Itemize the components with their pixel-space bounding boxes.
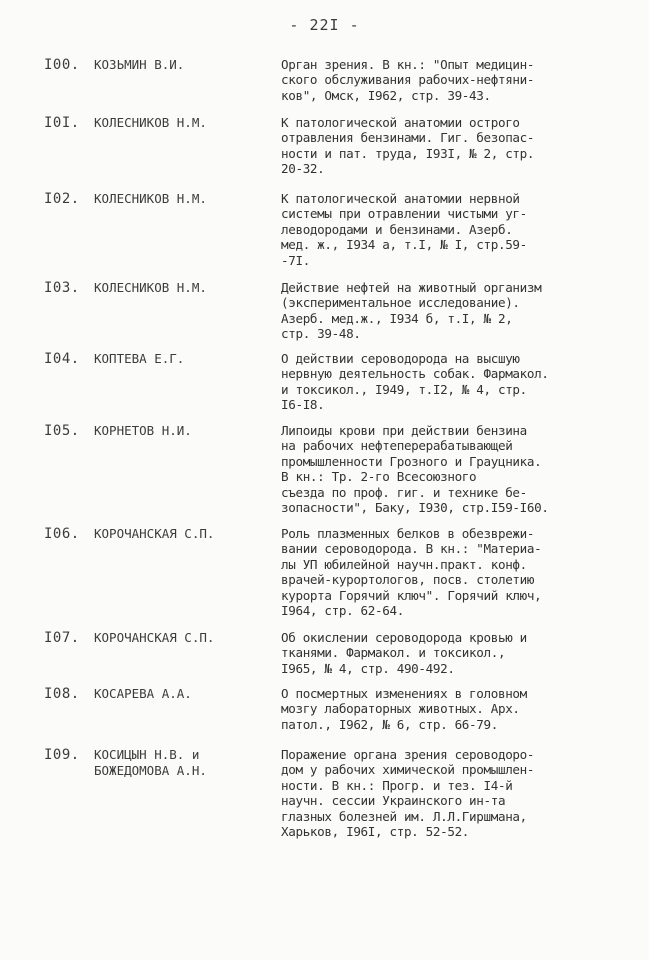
entry-number: I02.	[44, 191, 80, 207]
entry-citation: Действие нефтей на животный организм (экспериментальное исследование). Азерб. мед.ж., I934 б, т.I, № 2, стр. 39-48.	[281, 280, 542, 342]
entry-citation: Роль плазменных белков в обезврежи- вании сероводорода. В кн.: "Материа- лы УП юбилейной научн.практ. конф. врачей-курортологов, посв. столетию курорта Горячий ключ". Горячий ключ, I964, стр. 62-64.	[281, 526, 542, 619]
entry-author: КОЛЕСНИКОВ Н.М.	[94, 280, 207, 295]
entry-author: КОПТЕВА Е.Г.	[94, 351, 185, 366]
entry-author: КОСАРЕВА А.А.	[94, 686, 192, 701]
entry-number: I08.	[44, 686, 80, 702]
entry-number: I09.	[44, 747, 80, 763]
entry-number: I03.	[44, 280, 80, 296]
entry-citation: К патологической анатомии нервной системы при отравлении чистыми уг- леводородами и бензинами. Азерб. мед. ж., I934 а, т.I, № I, стр.59- -7I.	[281, 191, 527, 268]
entry-number: I0I.	[44, 115, 80, 131]
entry-author: КОРНЕТОВ Н.И.	[94, 423, 192, 438]
entry-citation: Орган зрения. В кн.: "Опыт медицин- ского обслуживания рабочих-нефтяни- ков", Омск, I962, стр. 39-43.	[281, 57, 535, 103]
entry-number: I05.	[44, 423, 80, 439]
entry-author: КОРОЧАНСКАЯ С.П.	[94, 526, 215, 541]
entry-citation: К патологической анатомии острого отравления бензинами. Гиг. безопас- ности и пат. труда, I93I, № 2, стр. 20-32.	[281, 115, 535, 177]
entry-number: I00.	[44, 57, 80, 73]
entry-citation: О посмертных изменениях в головном мозгу лабораторных животных. Арх. патол., I962, № 6, стр. 66-79.	[281, 686, 527, 732]
entry-number: I06.	[44, 526, 80, 542]
entry-citation: О действии сероводорода на высшую нервную деятельность собак. Фармакол. и токсикол., I949, т.I2, № 4, стр. I6-I8.	[281, 351, 549, 413]
entry-citation: Об окислении сероводорода кровью и тканями. Фармакол. и токсикол., I965, № 4, стр. 490-492.	[281, 630, 527, 676]
entry-number: I07.	[44, 630, 80, 646]
entry-author: КОРОЧАНСКАЯ С.П.	[94, 630, 215, 645]
entry-author: КОЗЬМИН В.И.	[94, 57, 185, 72]
entry-author: КОСИЦЫН Н.В. и БОЖЕДОМОВА А.Н.	[94, 747, 207, 778]
entry-citation: Липоиды крови при действии бензина на рабочих нефтеперерабатывающей промышленности Грозного и Грауцника. В кн.: Тр. 2-го Всесоюзного съезда по проф. гиг. и технике бе- зопасности", Баку, I930, стр.I59-I60.	[281, 423, 549, 516]
entry-citation: Поражение органа зрения сероводоро- дом у рабочих химической промышлен- ности. В кн.: Прогр. и тез. I4-й научн. сессии Украинского ин-та глазных болезней им. Л.Л.Гиршмана, Харьков, I96I, стр. 52-52.	[281, 747, 535, 840]
entry-number: I04.	[44, 351, 80, 367]
entry-author: КОЛЕСНИКОВ Н.М.	[94, 191, 207, 206]
entry-author: КОЛЕСНИКОВ Н.М.	[94, 115, 207, 130]
page-number: - 22I -	[289, 16, 360, 34]
